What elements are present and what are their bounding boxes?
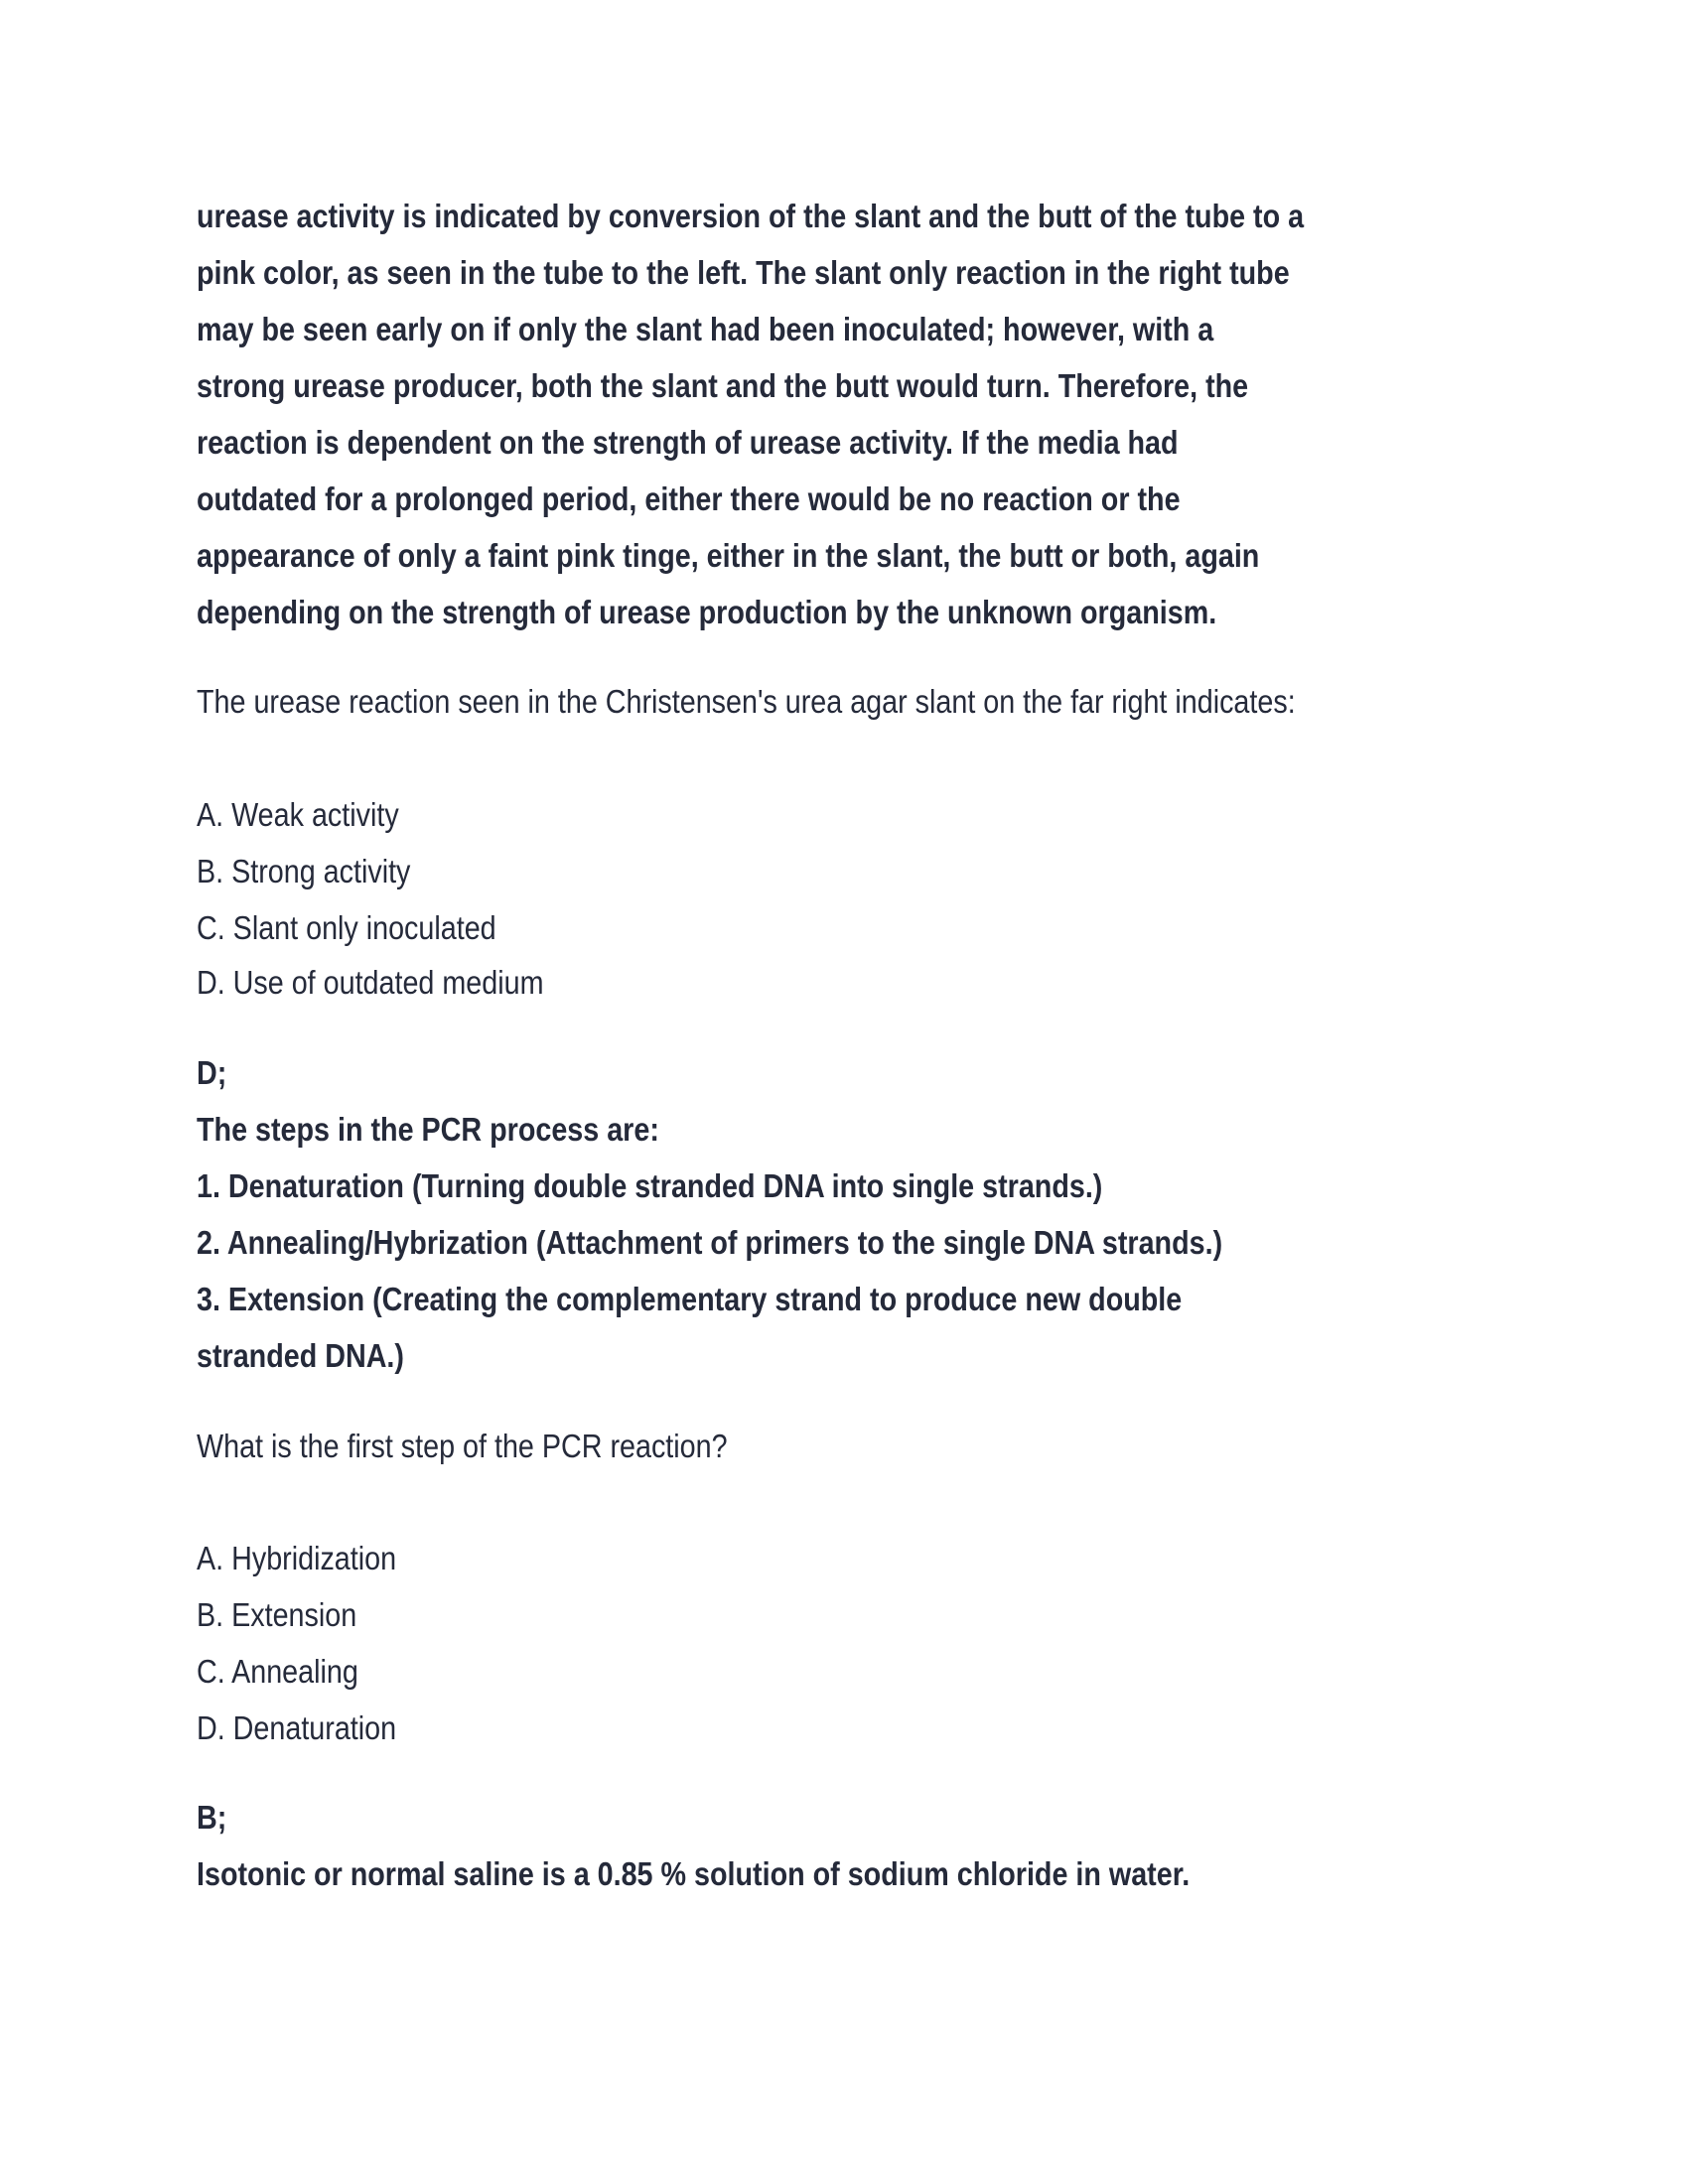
text-line: pink color, as seen in the tube to the left. The slant only reaction in the right tube [197, 254, 1290, 291]
text-line: 3. Extension (Creating the complementary strand to produce new double [197, 1281, 1183, 1317]
text-line: stranded DNA.) [197, 1337, 404, 1374]
text-line: appearance of only a faint pink tinge, either in the slant, the butt or both, again [197, 537, 1260, 574]
text-line: outdated for a prolonged period, either there would be no reaction or the [197, 480, 1181, 517]
text-line: strong urease producer, both the slant and the butt would turn. Therefore, the [197, 367, 1249, 404]
question-1-option-c: C. Slant only inoculated [197, 909, 496, 946]
explanation-paragraph-3: Isotonic or normal saline is a 0.85 % solution of sodium chloride in water. [197, 1855, 1191, 1892]
question-2-text: What is the first step of the PCR reaction? [197, 1428, 728, 1464]
text-line: urease activity is indicated by conversion of the slant and the butt of the tube to a [197, 198, 1305, 234]
text-line: reaction is dependent on the strength of urease activity. If the media had [197, 424, 1179, 461]
question-2-answer: B; [197, 1799, 227, 1836]
question-2-option-c: C. Annealing [197, 1653, 358, 1690]
text-line: 1. Denaturation (Turning double stranded DNA into single strands.) [197, 1167, 1103, 1204]
text-line: may be seen early on if only the slant had been inoculated; however, with a [197, 311, 1214, 347]
question-1-option-b: B. Strong activity [197, 853, 411, 889]
question-2-option-d: D. Denaturation [197, 1709, 397, 1746]
text-line: 2. Annealing/Hybrization (Attachment of primers to the single DNA strands.) [197, 1224, 1223, 1261]
question-1-option-d: D. Use of outdated medium [197, 964, 544, 1001]
question-2-option-a: A. Hybridization [197, 1540, 397, 1576]
text-line: The steps in the PCR process are: [197, 1111, 659, 1148]
question-1-text: The urease reaction seen in the Christensen's urea agar slant on the far right indicates: [197, 683, 1296, 720]
text-line: depending on the strength of urease production by the unknown organism. [197, 594, 1217, 630]
question-1-answer: D; [197, 1054, 227, 1091]
question-2-option-b: B. Extension [197, 1596, 357, 1633]
question-1-option-a: A. Weak activity [197, 796, 399, 833]
